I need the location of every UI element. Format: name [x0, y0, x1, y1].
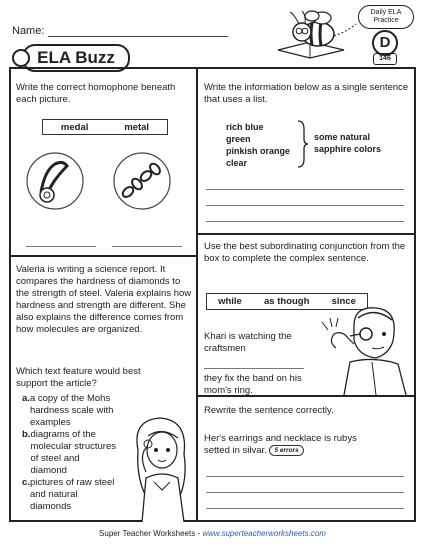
- curly-brace-icon: [296, 119, 310, 169]
- option-text: pictures of raw steel and natural diamonds: [29, 477, 115, 512]
- girl-with-glasses-illustration: [118, 410, 196, 522]
- rewrite-instruction: Rewrite the sentence correctly.: [204, 405, 334, 416]
- option-letter: c.: [22, 477, 30, 488]
- answer-line[interactable]: [112, 246, 182, 247]
- homophone-word-box: [42, 119, 168, 135]
- word-option: while: [218, 296, 242, 307]
- option-text: a copy of the Mohs hardness scale with examples: [29, 393, 114, 428]
- option-b[interactable]: [22, 429, 118, 477]
- list-item: clear: [226, 158, 248, 168]
- sentence-text: Her's earrings and necklace is rubys setted in silvar.: [204, 433, 357, 457]
- craftsman-illustration: [314, 300, 414, 395]
- answer-line[interactable]: [206, 189, 404, 190]
- bee-reading-icon: [270, 6, 360, 60]
- sentence-part-2: they fix the band on his mom's ring.: [204, 373, 302, 396]
- word-option: medal: [60, 121, 89, 133]
- metal-chain-picture: [112, 150, 172, 212]
- errors-badge: 5 errors: [269, 445, 303, 456]
- conjunction-instruction: Use the best subordinating conjunction from the box to complete the complex sentence.: [204, 241, 406, 264]
- answer-line[interactable]: [206, 508, 404, 509]
- option-a[interactable]: [22, 393, 118, 429]
- answer-line[interactable]: [206, 476, 404, 477]
- badge-line-1: Daily ELA: [370, 9, 402, 16]
- column-divider: [196, 67, 198, 522]
- name-label: Name:: [12, 25, 45, 37]
- answer-line[interactable]: [204, 368, 304, 369]
- right-section-divider-1: [196, 233, 416, 235]
- option-text: diagrams of the molecular structures of steel and diamond: [30, 429, 116, 476]
- sentence-part-1: Khari is watching the craftsmen: [204, 331, 292, 354]
- option-c[interactable]: [22, 477, 118, 513]
- answer-line[interactable]: [206, 221, 404, 222]
- rewrite-sentence: [204, 433, 384, 457]
- left-section-divider: [9, 255, 196, 257]
- badge-line-2: Practice: [373, 17, 399, 24]
- medal-picture: [25, 150, 85, 212]
- list-items: [226, 121, 290, 169]
- name-line: [48, 36, 228, 37]
- list-description: some natural sapphire colors: [314, 132, 382, 154]
- list-item: rich blue: [226, 122, 264, 132]
- word-option: since: [331, 296, 356, 307]
- worksheet-number: 146: [373, 53, 397, 65]
- reading-options: [22, 393, 118, 513]
- list-item: pinkish orange: [226, 146, 291, 156]
- answer-line[interactable]: [206, 492, 404, 493]
- answer-line[interactable]: [26, 246, 96, 247]
- option-letter: a.: [22, 393, 30, 404]
- footer-text: Super Teacher Worksheets -: [99, 529, 203, 538]
- list-instruction: Write the information below as a single sentence that uses a list.: [204, 82, 409, 105]
- footer-url[interactable]: www.superteacherworksheets.com: [202, 529, 326, 538]
- answer-line[interactable]: [206, 205, 404, 206]
- reading-passage: Valeria is writing a science report. It compares the hardness of diamonds to the strength of steel. Valeria explains how hardness and strength are different. She also explains the difference comes from how molecules are organized.: [16, 264, 192, 335]
- homophone-instruction: Write the correct homophone beneath each picture.: [16, 82, 176, 105]
- level-badge: D: [372, 30, 398, 56]
- option-letter: b.: [22, 429, 31, 440]
- worksheet-title: ELA Buzz: [22, 44, 130, 72]
- footer: [0, 529, 425, 538]
- reading-question: Which text feature would best support the article?: [16, 366, 141, 389]
- list-item: green: [226, 134, 251, 144]
- word-option: as though: [264, 296, 310, 307]
- daily-ela-badge: [358, 5, 414, 29]
- title-circle: [12, 49, 30, 67]
- word-option: metal: [124, 121, 150, 133]
